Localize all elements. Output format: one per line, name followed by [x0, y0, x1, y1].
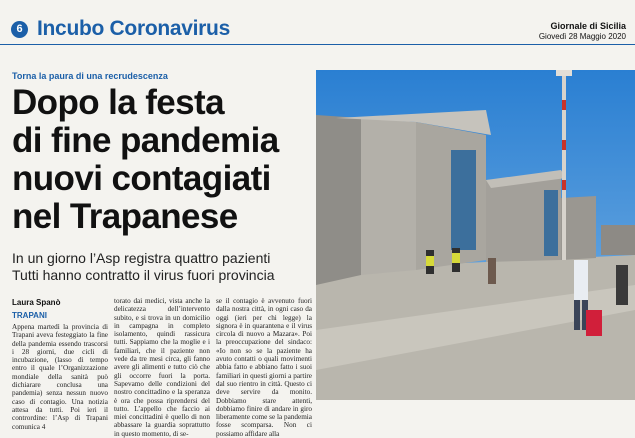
article-kicker: Torna la paura di una recrudescenza — [12, 71, 168, 81]
header-divider — [0, 44, 635, 45]
article-column-3: se il contagio è avvenuto fuori dalla nostra città, in ogni caso da oggi (ieri per chi legge) la signora è in quarantena e il virus circola di nuovo a Mazara». Poi la preoccupazione del sindaco: «Io non so se la paziente ha avuto contatti o quali movimenti abbia fatto e abbiano fatto i suoi familiari in questi giorni a partire dal suo rientro in città. Questo ci deve servire da monito. Dobbiamo stare attenti, dobbiamo finire di andare in giro liberamente come se la pandemia fosse scomparsa. Non ci possiamo affidare alla — [216, 297, 312, 438]
page-number-badge: 6 — [11, 21, 28, 38]
issue-date: Giovedì 28 Maggio 2020 — [538, 32, 626, 41]
subhead-line: In un giorno l’Asp registra quattro pazienti — [12, 250, 271, 266]
article-column-1: Appena martedì la provincia di Trapani aveva festeggiato la fine della pandemia essendo trascorsi i 28 giorni, due cicli di incubazione, (lasso di tempo entro il quale l’Organizzazione mondiale della sanità può dichiarare conclusa una pandemia) senza nessun nuovo caso di contagio. Una notizia attesa da tutti. Poi ieri il contrordine: l’Asp di Trapani comunica 4 — [12, 323, 108, 431]
page-header — [0, 0, 635, 40]
headline-line: Dopo la festa — [12, 83, 224, 122]
article-dateline: TRAPANI — [12, 311, 47, 320]
headline-line: nel Trapanese — [12, 197, 238, 236]
article-subheadline — [12, 250, 312, 284]
article-headline — [12, 84, 312, 236]
article-author: Laura Spanò — [12, 298, 61, 307]
article-column-2: torato dai medici, vista anche la delicatezza dell’intervento subito, e si trova in un domicilio in campagna in completo isolamento, quindi rassicura tutti. Sappiamo che la moglie e i familiari, che il paziente non vede da tre mesi circa, gli fanno avere gli alimenti e tutto ciò che gli occorre fuori la porta. Sapevamo delle condizioni del nostro concittadino e la speranza è ora che possa riprendersi del tutto. L’appello che faccio ai miei concittadini è quello di non abbassare la guardia soprattutto in questo momento, di se- — [114, 297, 210, 438]
photo-illustration — [316, 70, 635, 400]
headline-line: nuovi contagiati — [12, 159, 271, 198]
airport-terminal-photo — [316, 70, 635, 400]
subhead-line: Tutti hanno contratto il virus fuori provincia — [12, 267, 275, 283]
headline-line: di fine pandemia — [12, 121, 279, 160]
section-title: Incubo Coronavirus — [37, 17, 230, 40]
newspaper-name: Giornale di Sicilia — [550, 21, 626, 31]
